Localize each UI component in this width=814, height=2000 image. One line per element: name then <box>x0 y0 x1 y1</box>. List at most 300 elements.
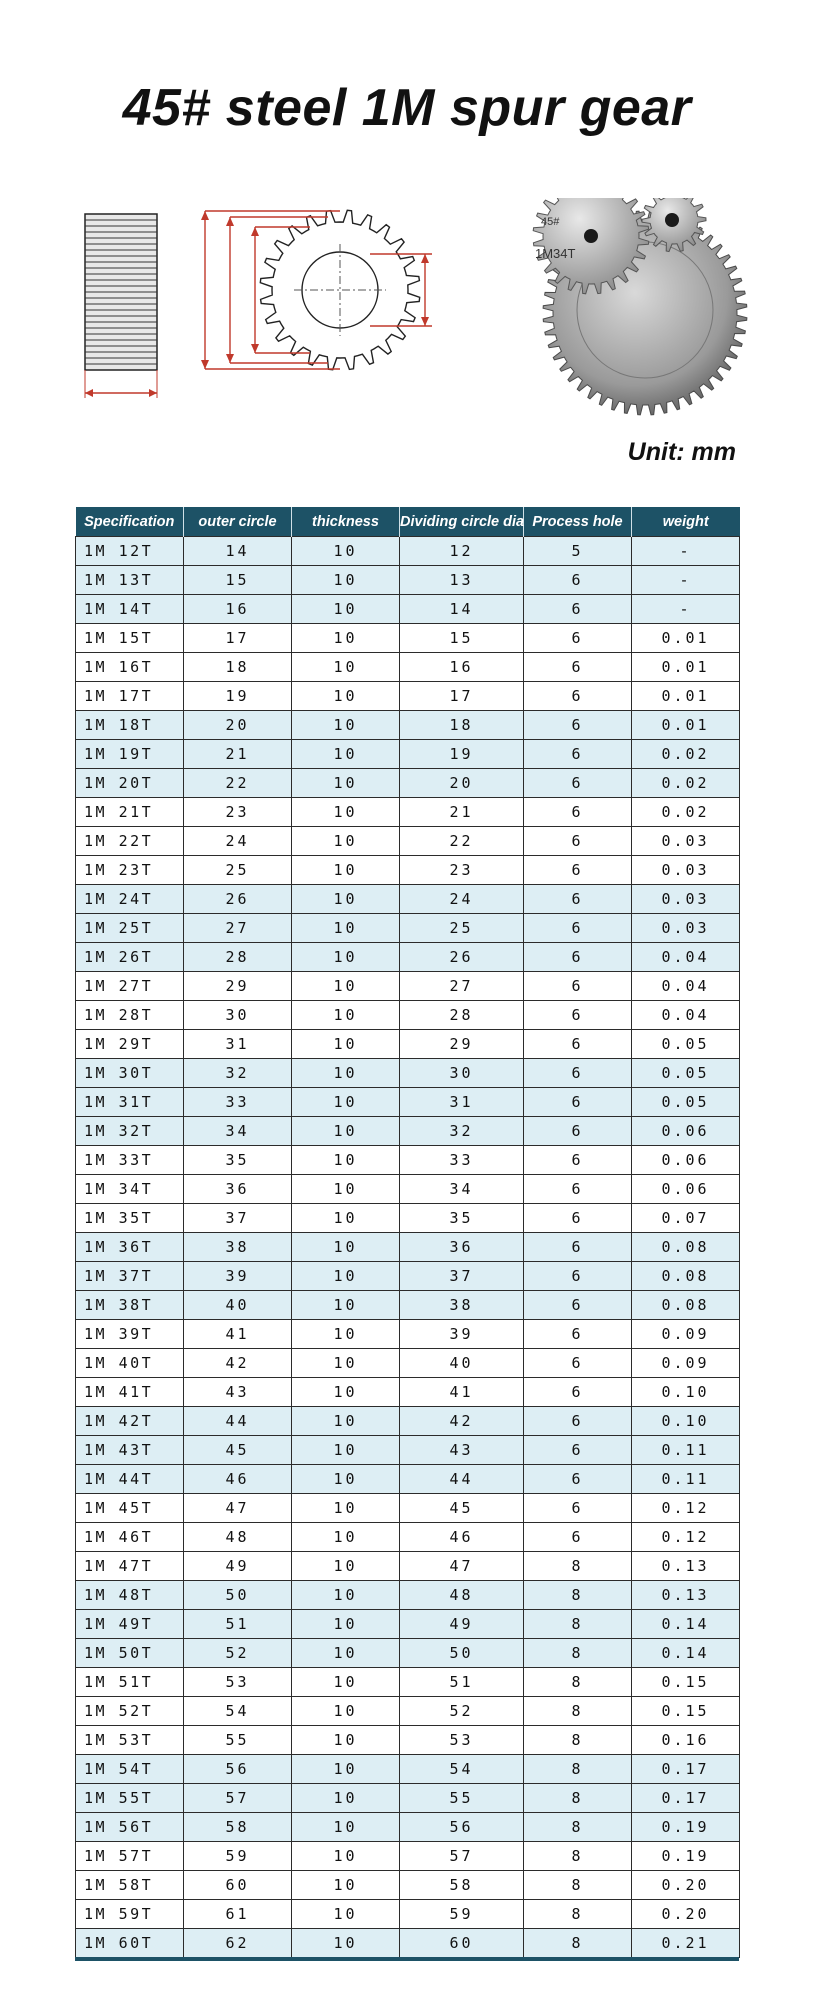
cell-dividing-circle-dia: 26 <box>400 943 524 972</box>
col-header-thickness: thickness <box>292 507 400 537</box>
cell-dividing-circle-dia: 36 <box>400 1233 524 1262</box>
cell-thickness: 10 <box>292 1291 400 1320</box>
table-row <box>76 972 740 1001</box>
table-row <box>76 1494 740 1523</box>
col-header-specification: Specification <box>76 507 184 537</box>
table-row <box>76 537 740 566</box>
table-row <box>76 1842 740 1871</box>
table-row <box>76 1610 740 1639</box>
table-row <box>76 1378 740 1407</box>
cell-dividing-circle-dia: 32 <box>400 1117 524 1146</box>
cell-thickness: 10 <box>292 943 400 972</box>
cell-specification: 1M 45T <box>76 1494 184 1523</box>
cell-specification: 1M 34T <box>76 1175 184 1204</box>
cell-outer-circle: 44 <box>184 1407 292 1436</box>
cell-outer-circle: 41 <box>184 1320 292 1349</box>
cell-process-hole: 8 <box>524 1813 632 1842</box>
cell-specification: 1M 16T <box>76 653 184 682</box>
cell-weight: 0.08 <box>632 1233 740 1262</box>
cell-thickness: 10 <box>292 537 400 566</box>
table-row <box>76 1668 740 1697</box>
cell-thickness: 10 <box>292 914 400 943</box>
cell-outer-circle: 58 <box>184 1813 292 1842</box>
cell-specification: 1M 22T <box>76 827 184 856</box>
cell-dividing-circle-dia: 34 <box>400 1175 524 1204</box>
cell-outer-circle: 23 <box>184 798 292 827</box>
cell-dividing-circle-dia: 37 <box>400 1262 524 1291</box>
cell-dividing-circle-dia: 48 <box>400 1581 524 1610</box>
table-row <box>76 1436 740 1465</box>
cell-thickness: 10 <box>292 1407 400 1436</box>
cell-dividing-circle-dia: 29 <box>400 1030 524 1059</box>
cell-weight: 0.20 <box>632 1871 740 1900</box>
cell-specification: 1M 51T <box>76 1668 184 1697</box>
cell-outer-circle: 39 <box>184 1262 292 1291</box>
cell-weight: 0.09 <box>632 1349 740 1378</box>
cell-process-hole: 6 <box>524 1378 632 1407</box>
cell-dividing-circle-dia: 60 <box>400 1929 524 1958</box>
cell-specification: 1M 21T <box>76 798 184 827</box>
col-header-outer-circle: outer circle <box>184 507 292 537</box>
cell-specification: 1M 19T <box>76 740 184 769</box>
cell-process-hole: 6 <box>524 740 632 769</box>
cell-outer-circle: 24 <box>184 827 292 856</box>
cell-process-hole: 6 <box>524 943 632 972</box>
page-title: 45# steel 1M spur gear <box>122 79 692 137</box>
table-row <box>76 1291 740 1320</box>
cell-thickness: 10 <box>292 1030 400 1059</box>
cell-specification: 1M 27T <box>76 972 184 1001</box>
cell-thickness: 10 <box>292 1088 400 1117</box>
table-row <box>76 624 740 653</box>
col-header-dividing-circle-dia: Dividing circle dia <box>400 507 524 537</box>
cell-thickness: 10 <box>292 885 400 914</box>
cell-process-hole: 6 <box>524 1001 632 1030</box>
cell-specification: 1M 46T <box>76 1523 184 1552</box>
cell-outer-circle: 27 <box>184 914 292 943</box>
cell-specification: 1M 60T <box>76 1929 184 1958</box>
cell-thickness: 10 <box>292 1233 400 1262</box>
cell-weight: 0.06 <box>632 1117 740 1146</box>
table-row <box>76 827 740 856</box>
table-row <box>76 943 740 972</box>
cell-dividing-circle-dia: 40 <box>400 1349 524 1378</box>
cell-dividing-circle-dia: 53 <box>400 1726 524 1755</box>
cell-dividing-circle-dia: 49 <box>400 1610 524 1639</box>
cell-specification: 1M 42T <box>76 1407 184 1436</box>
cell-dividing-circle-dia: 30 <box>400 1059 524 1088</box>
cell-specification: 1M 53T <box>76 1726 184 1755</box>
cell-thickness: 10 <box>292 827 400 856</box>
cell-specification: 1M 56T <box>76 1813 184 1842</box>
cell-thickness: 10 <box>292 1784 400 1813</box>
cell-process-hole: 6 <box>524 1204 632 1233</box>
cell-dividing-circle-dia: 45 <box>400 1494 524 1523</box>
cell-dividing-circle-dia: 18 <box>400 711 524 740</box>
cell-thickness: 10 <box>292 653 400 682</box>
cell-outer-circle: 61 <box>184 1900 292 1929</box>
cell-specification: 1M 26T <box>76 943 184 972</box>
cell-outer-circle: 49 <box>184 1552 292 1581</box>
cell-outer-circle: 53 <box>184 1668 292 1697</box>
cell-weight: 0.09 <box>632 1320 740 1349</box>
cell-thickness: 10 <box>292 1175 400 1204</box>
cell-outer-circle: 62 <box>184 1929 292 1958</box>
cell-thickness: 10 <box>292 1900 400 1929</box>
cell-process-hole: 8 <box>524 1697 632 1726</box>
cell-process-hole: 6 <box>524 914 632 943</box>
cell-dividing-circle-dia: 16 <box>400 653 524 682</box>
cell-weight: 0.15 <box>632 1697 740 1726</box>
cell-outer-circle: 14 <box>184 537 292 566</box>
cell-dividing-circle-dia: 31 <box>400 1088 524 1117</box>
cell-weight: 0.02 <box>632 769 740 798</box>
cell-process-hole: 6 <box>524 856 632 885</box>
cell-specification: 1M 57T <box>76 1842 184 1871</box>
table-row <box>76 1320 740 1349</box>
table-row <box>76 1639 740 1668</box>
cell-thickness: 10 <box>292 1929 400 1958</box>
cell-process-hole: 8 <box>524 1900 632 1929</box>
cell-dividing-circle-dia: 28 <box>400 1001 524 1030</box>
cell-specification: 1M 32T <box>76 1117 184 1146</box>
cell-specification: 1M 50T <box>76 1639 184 1668</box>
cell-dividing-circle-dia: 24 <box>400 885 524 914</box>
cell-outer-circle: 51 <box>184 1610 292 1639</box>
cell-specification: 1M 52T <box>76 1697 184 1726</box>
cell-specification: 1M 13T <box>76 566 184 595</box>
cell-outer-circle: 21 <box>184 740 292 769</box>
cell-outer-circle: 22 <box>184 769 292 798</box>
cell-dividing-circle-dia: 57 <box>400 1842 524 1871</box>
cell-dividing-circle-dia: 22 <box>400 827 524 856</box>
cell-weight: 0.08 <box>632 1291 740 1320</box>
cell-process-hole: 6 <box>524 1233 632 1262</box>
cell-dividing-circle-dia: 12 <box>400 537 524 566</box>
table-row <box>76 856 740 885</box>
cell-process-hole: 8 <box>524 1871 632 1900</box>
cell-thickness: 10 <box>292 1117 400 1146</box>
cell-specification: 1M 59T <box>76 1900 184 1929</box>
cell-weight: 0.17 <box>632 1784 740 1813</box>
cell-outer-circle: 38 <box>184 1233 292 1262</box>
table-row <box>76 1088 740 1117</box>
table-row <box>76 1697 740 1726</box>
cell-outer-circle: 17 <box>184 624 292 653</box>
cell-dividing-circle-dia: 43 <box>400 1436 524 1465</box>
cell-weight: 0.12 <box>632 1494 740 1523</box>
cell-weight: 0.03 <box>632 827 740 856</box>
cell-thickness: 10 <box>292 740 400 769</box>
cell-process-hole: 8 <box>524 1929 632 1958</box>
cell-outer-circle: 45 <box>184 1436 292 1465</box>
cell-weight: 0.08 <box>632 1262 740 1291</box>
cell-dividing-circle-dia: 59 <box>400 1900 524 1929</box>
cell-process-hole: 6 <box>524 566 632 595</box>
cell-dividing-circle-dia: 42 <box>400 1407 524 1436</box>
cell-dividing-circle-dia: 54 <box>400 1755 524 1784</box>
cell-dividing-circle-dia: 27 <box>400 972 524 1001</box>
cell-thickness: 10 <box>292 595 400 624</box>
table-row <box>76 1581 740 1610</box>
cell-weight: 0.20 <box>632 1900 740 1929</box>
cell-outer-circle: 25 <box>184 856 292 885</box>
cell-process-hole: 6 <box>524 711 632 740</box>
cell-weight: 0.01 <box>632 711 740 740</box>
cell-process-hole: 6 <box>524 1291 632 1320</box>
cell-dividing-circle-dia: 20 <box>400 769 524 798</box>
cell-weight: - <box>632 537 740 566</box>
cell-thickness: 10 <box>292 1349 400 1378</box>
cell-weight: 0.04 <box>632 1001 740 1030</box>
cell-process-hole: 6 <box>524 1349 632 1378</box>
cell-dividing-circle-dia: 13 <box>400 566 524 595</box>
gear-photo <box>533 198 747 415</box>
cell-thickness: 10 <box>292 1842 400 1871</box>
cell-weight: 0.01 <box>632 653 740 682</box>
cell-outer-circle: 34 <box>184 1117 292 1146</box>
cell-outer-circle: 18 <box>184 653 292 682</box>
table-row <box>76 1755 740 1784</box>
table-header-row <box>76 507 740 537</box>
cell-specification: 1M 31T <box>76 1088 184 1117</box>
cell-process-hole: 8 <box>524 1581 632 1610</box>
cell-specification: 1M 20T <box>76 769 184 798</box>
gear-side-view <box>85 214 157 398</box>
cell-specification: 1M 35T <box>76 1204 184 1233</box>
cell-weight: 0.19 <box>632 1813 740 1842</box>
table-row <box>76 885 740 914</box>
cell-outer-circle: 19 <box>184 682 292 711</box>
table-row <box>76 1233 740 1262</box>
cell-thickness: 10 <box>292 624 400 653</box>
cell-weight: - <box>632 595 740 624</box>
table-row <box>76 711 740 740</box>
unit-label: Unit: mm <box>627 438 736 466</box>
cell-process-hole: 8 <box>524 1726 632 1755</box>
cell-outer-circle: 55 <box>184 1726 292 1755</box>
cell-thickness: 10 <box>292 1494 400 1523</box>
cell-outer-circle: 16 <box>184 595 292 624</box>
cell-weight: - <box>632 566 740 595</box>
cell-outer-circle: 56 <box>184 1755 292 1784</box>
cell-thickness: 10 <box>292 1813 400 1842</box>
cell-specification: 1M 17T <box>76 682 184 711</box>
table-row <box>76 566 740 595</box>
cell-specification: 1M 25T <box>76 914 184 943</box>
cell-outer-circle: 30 <box>184 1001 292 1030</box>
cell-outer-circle: 40 <box>184 1291 292 1320</box>
table-row <box>76 1262 740 1291</box>
table-row <box>76 769 740 798</box>
cell-outer-circle: 26 <box>184 885 292 914</box>
cell-specification: 1M 48T <box>76 1581 184 1610</box>
table-row <box>76 1175 740 1204</box>
cell-outer-circle: 31 <box>184 1030 292 1059</box>
cell-process-hole: 8 <box>524 1842 632 1871</box>
cell-weight: 0.16 <box>632 1726 740 1755</box>
cell-process-hole: 8 <box>524 1755 632 1784</box>
cell-specification: 1M 15T <box>76 624 184 653</box>
cell-weight: 0.05 <box>632 1088 740 1117</box>
cell-thickness: 10 <box>292 711 400 740</box>
cell-process-hole: 6 <box>524 827 632 856</box>
cell-weight: 0.05 <box>632 1059 740 1088</box>
table-row <box>76 1552 740 1581</box>
cell-specification: 1M 24T <box>76 885 184 914</box>
cell-dividing-circle-dia: 51 <box>400 1668 524 1697</box>
cell-weight: 0.07 <box>632 1204 740 1233</box>
cell-thickness: 10 <box>292 769 400 798</box>
table-row <box>76 1523 740 1552</box>
table-row <box>76 1784 740 1813</box>
table-row <box>76 1117 740 1146</box>
cell-dividing-circle-dia: 47 <box>400 1552 524 1581</box>
cell-process-hole: 8 <box>524 1784 632 1813</box>
cell-dividing-circle-dia: 14 <box>400 595 524 624</box>
cell-weight: 0.19 <box>632 1842 740 1871</box>
cell-weight: 0.05 <box>632 1030 740 1059</box>
cell-weight: 0.10 <box>632 1378 740 1407</box>
cell-specification: 1M 43T <box>76 1436 184 1465</box>
table-row <box>76 1726 740 1755</box>
cell-thickness: 10 <box>292 566 400 595</box>
cell-process-hole: 6 <box>524 1117 632 1146</box>
cell-weight: 0.03 <box>632 856 740 885</box>
col-header-weight: weight <box>632 507 740 537</box>
spec-table <box>75 507 740 1958</box>
cell-specification: 1M 12T <box>76 537 184 566</box>
cell-weight: 0.14 <box>632 1610 740 1639</box>
table-row <box>76 1030 740 1059</box>
cell-thickness: 10 <box>292 972 400 1001</box>
cell-thickness: 10 <box>292 682 400 711</box>
cell-thickness: 10 <box>292 1755 400 1784</box>
cell-outer-circle: 43 <box>184 1378 292 1407</box>
cell-weight: 0.21 <box>632 1929 740 1958</box>
cell-outer-circle: 33 <box>184 1088 292 1117</box>
cell-specification: 1M 40T <box>76 1349 184 1378</box>
cell-process-hole: 6 <box>524 682 632 711</box>
cell-process-hole: 5 <box>524 537 632 566</box>
cell-specification: 1M 44T <box>76 1465 184 1494</box>
cell-process-hole: 6 <box>524 972 632 1001</box>
cell-weight: 0.06 <box>632 1175 740 1204</box>
cell-process-hole: 6 <box>524 624 632 653</box>
gear-diagram <box>70 198 750 418</box>
cell-weight: 0.06 <box>632 1146 740 1175</box>
cell-specification: 1M 14T <box>76 595 184 624</box>
cell-weight: 0.17 <box>632 1755 740 1784</box>
cell-process-hole: 6 <box>524 1407 632 1436</box>
cell-thickness: 10 <box>292 1465 400 1494</box>
table-row <box>76 1900 740 1929</box>
table-row <box>76 1059 740 1088</box>
table-row <box>76 653 740 682</box>
cell-outer-circle: 35 <box>184 1146 292 1175</box>
cell-outer-circle: 59 <box>184 1842 292 1871</box>
cell-specification: 1M 37T <box>76 1262 184 1291</box>
cell-weight: 0.02 <box>632 740 740 769</box>
table-row <box>76 798 740 827</box>
cell-outer-circle: 36 <box>184 1175 292 1204</box>
cell-weight: 0.13 <box>632 1552 740 1581</box>
cell-specification: 1M 29T <box>76 1030 184 1059</box>
cell-process-hole: 6 <box>524 1523 632 1552</box>
cell-thickness: 10 <box>292 1552 400 1581</box>
cell-thickness: 10 <box>292 1204 400 1233</box>
cell-weight: 0.04 <box>632 972 740 1001</box>
cell-process-hole: 8 <box>524 1610 632 1639</box>
cell-specification: 1M 36T <box>76 1233 184 1262</box>
cell-outer-circle: 32 <box>184 1059 292 1088</box>
cell-weight: 0.14 <box>632 1639 740 1668</box>
cell-weight: 0.13 <box>632 1581 740 1610</box>
cell-specification: 1M 28T <box>76 1001 184 1030</box>
cell-specification: 1M 49T <box>76 1610 184 1639</box>
cell-dividing-circle-dia: 33 <box>400 1146 524 1175</box>
cell-weight: 0.11 <box>632 1436 740 1465</box>
cell-weight: 0.01 <box>632 624 740 653</box>
table-row <box>76 1001 740 1030</box>
table-row <box>76 1871 740 1900</box>
cell-dividing-circle-dia: 55 <box>400 1784 524 1813</box>
cell-outer-circle: 46 <box>184 1465 292 1494</box>
cell-process-hole: 6 <box>524 769 632 798</box>
cell-specification: 1M 54T <box>76 1755 184 1784</box>
cell-specification: 1M 41T <box>76 1378 184 1407</box>
table-row <box>76 1204 740 1233</box>
cell-weight: 0.04 <box>632 943 740 972</box>
cell-weight: 0.15 <box>632 1668 740 1697</box>
cell-dividing-circle-dia: 41 <box>400 1378 524 1407</box>
cell-process-hole: 6 <box>524 595 632 624</box>
cell-thickness: 10 <box>292 798 400 827</box>
gear-marking: 1M34T <box>535 246 576 261</box>
cell-outer-circle: 37 <box>184 1204 292 1233</box>
cell-thickness: 10 <box>292 1668 400 1697</box>
table-row <box>76 1146 740 1175</box>
cell-thickness: 10 <box>292 1262 400 1291</box>
col-header-process-hole: Process hole <box>524 507 632 537</box>
cell-thickness: 10 <box>292 1581 400 1610</box>
bottom-divider <box>75 1957 739 1961</box>
cell-thickness: 10 <box>292 856 400 885</box>
cell-process-hole: 8 <box>524 1668 632 1697</box>
cell-weight: 0.03 <box>632 914 740 943</box>
cell-process-hole: 6 <box>524 798 632 827</box>
cell-dividing-circle-dia: 25 <box>400 914 524 943</box>
cell-weight: 0.11 <box>632 1465 740 1494</box>
cell-outer-circle: 54 <box>184 1697 292 1726</box>
gear-front-view <box>201 210 432 369</box>
cell-process-hole: 6 <box>524 653 632 682</box>
cell-weight: 0.10 <box>632 1407 740 1436</box>
cell-outer-circle: 57 <box>184 1784 292 1813</box>
cell-dividing-circle-dia: 56 <box>400 1813 524 1842</box>
cell-process-hole: 6 <box>524 1146 632 1175</box>
cell-dividing-circle-dia: 35 <box>400 1204 524 1233</box>
cell-dividing-circle-dia: 19 <box>400 740 524 769</box>
table-body <box>76 537 740 1958</box>
cell-dividing-circle-dia: 44 <box>400 1465 524 1494</box>
cell-dividing-circle-dia: 21 <box>400 798 524 827</box>
cell-process-hole: 8 <box>524 1639 632 1668</box>
cell-thickness: 10 <box>292 1378 400 1407</box>
cell-outer-circle: 47 <box>184 1494 292 1523</box>
cell-process-hole: 8 <box>524 1552 632 1581</box>
cell-weight: 0.02 <box>632 798 740 827</box>
